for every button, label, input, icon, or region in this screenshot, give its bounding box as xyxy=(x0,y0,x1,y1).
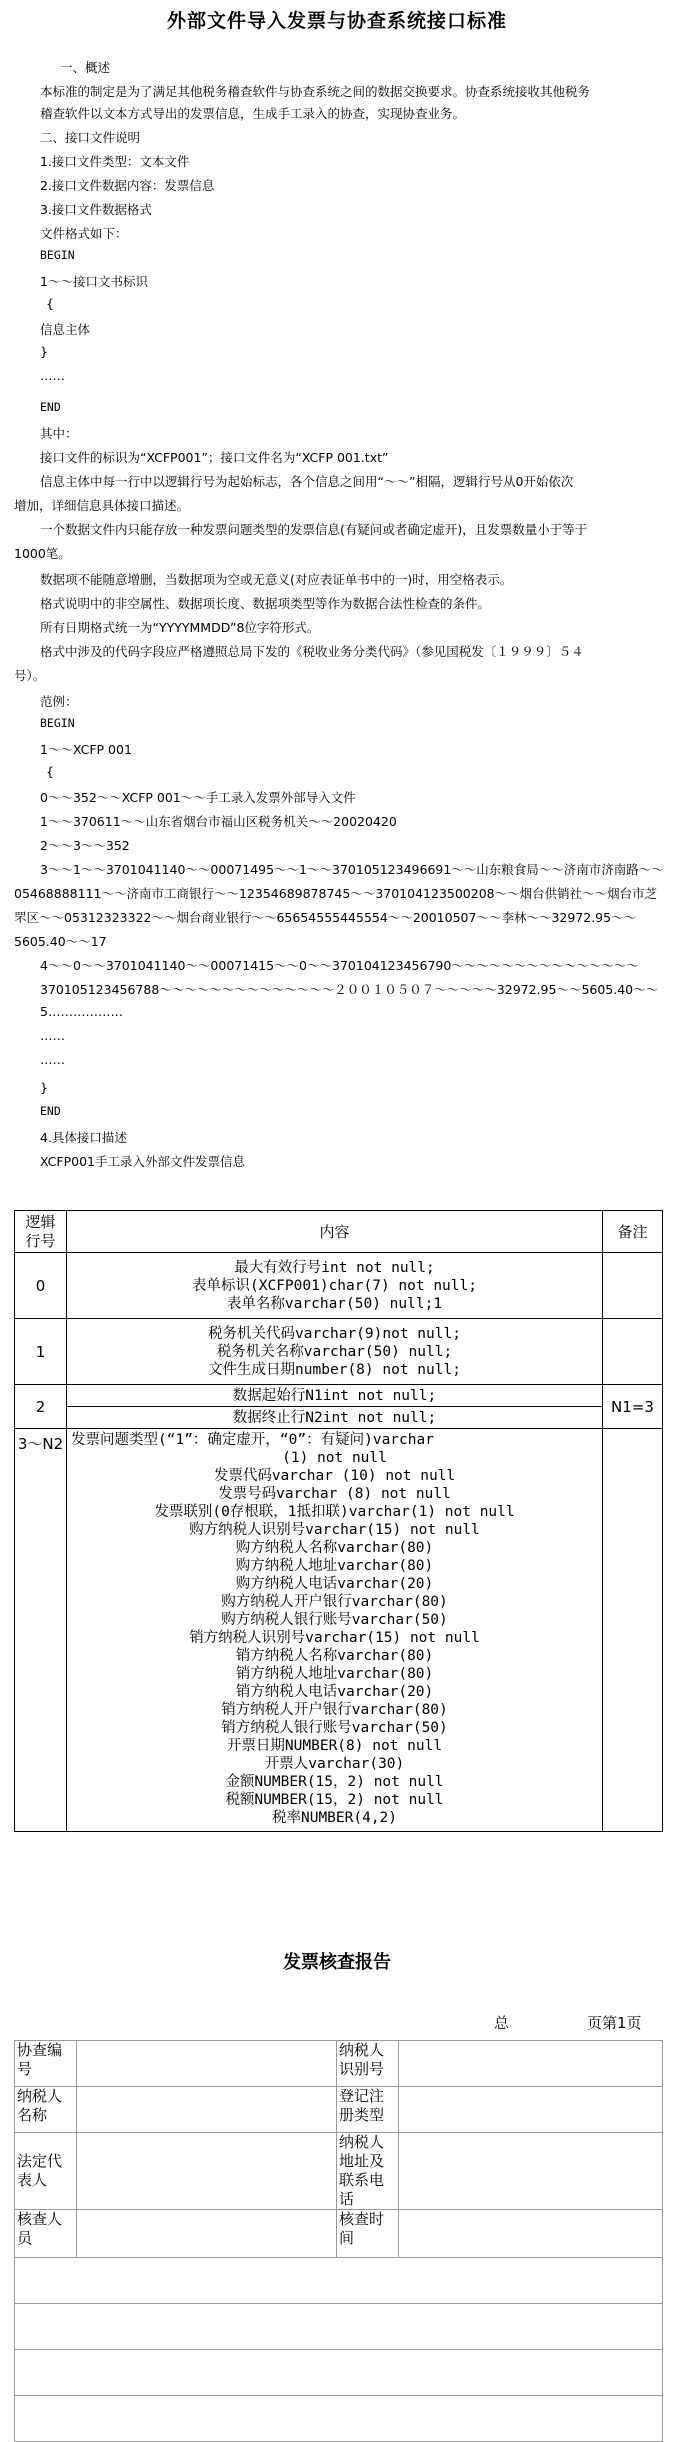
field-definition: 发票代码varchar (10) not null xyxy=(213,1468,456,1484)
field-definition: 金额NUMBER(15，2) not null xyxy=(225,1774,444,1790)
field-definition: 购方纳税人识别号varchar(15) not null xyxy=(189,1522,480,1538)
blank-row[interactable] xyxy=(15,2258,663,2304)
row-content: 数据终止行N2int not null; xyxy=(67,1407,603,1429)
field-definition: 开票日期NUMBER(8) not null xyxy=(226,1738,443,1754)
table-row xyxy=(15,2087,663,2133)
field-definition: (1) not null xyxy=(282,1450,387,1466)
label-inspection-time: 核查时间 xyxy=(337,2210,399,2258)
field-definition: 购方纳税人电话varchar(20) xyxy=(235,1576,434,1592)
body-line: 信息主体 xyxy=(40,322,91,337)
field-definition: 销方纳税人银行账号varchar(50) xyxy=(221,1720,448,1736)
value-case-no[interactable] xyxy=(77,2041,337,2087)
body-line: 1～～XCFP 001 xyxy=(40,742,132,757)
field-definition: 购方纳税人地址varchar(80) xyxy=(235,1558,434,1574)
row-note xyxy=(603,1429,663,1832)
body-line: 信息主体中每一行中以逻辑行号为起始标志，各个信息之间用“～～”相隔，逻辑行号从0开始依次 xyxy=(40,474,574,489)
field-definition: 税率NUMBER(4,2) xyxy=(271,1810,398,1826)
header-note: 备注 xyxy=(603,1211,663,1253)
body-line: 所有日期格式统一为“YYYYMMDD”8位字符形式。 xyxy=(40,620,320,635)
value-taxpayer-id[interactable] xyxy=(399,2041,663,2087)
body-line: 一、概述 xyxy=(60,60,111,75)
table-row xyxy=(15,2041,663,2087)
row-line-no: 0 xyxy=(15,1253,67,1319)
body-line: 格式说明中的非空属性、数据项长度、数据项类型等作为数据合法性检查的条件。 xyxy=(40,596,491,611)
value-inspection-time[interactable] xyxy=(399,2210,663,2258)
body-line: …… xyxy=(40,368,65,383)
row-content: 最大有效行号int not null; 表单标识(XCFP001)char(7) not null; 表单名称varchar(50) null;1 xyxy=(67,1253,603,1319)
body-line: 二、接口文件说明 xyxy=(40,130,141,145)
body-line: 范例： xyxy=(40,694,78,709)
field-definition: 发票号码varchar (8) not null xyxy=(218,1486,451,1502)
body-line: 稽查软件以文本方式导出的发票信息，生成手工录入的协查，实现协查业务。 xyxy=(40,106,466,121)
row-note xyxy=(603,1319,663,1385)
body-line: 0～～352～～XCFP 001～～手工录入发票外部导入文件 xyxy=(40,790,356,805)
label-address-phone: 纳税人地址及联系电话 xyxy=(337,2133,399,2210)
value-legal-representative[interactable] xyxy=(77,2133,337,2210)
body-line: 文件格式如下： xyxy=(40,226,128,241)
body-line: 号）。 xyxy=(14,668,46,683)
body-line: BEGIN xyxy=(40,716,75,730)
body-line: 1～～370611～～山东省烟台市福山区税务机关～～20020420 xyxy=(40,814,397,829)
body-line: …… xyxy=(40,1052,65,1067)
row-note: N1=3 xyxy=(603,1385,663,1429)
body-line: 4～～0～～3701041140～～00071415～～0～～370104123456790～～～～～～～～～～～～～～～ xyxy=(40,958,639,973)
field-definition: 销方纳税人名称varchar(80) xyxy=(235,1648,434,1664)
table-row xyxy=(15,2304,663,2350)
body-line: 增加，详细信息具体接口描述。 xyxy=(14,498,190,513)
body-line: 3～～1～～3701041140～～00071495～～1～～370105123496691～～山东粮食局～～济南市济南路～～ xyxy=(40,862,664,877)
value-inspector[interactable] xyxy=(77,2210,337,2258)
body-line: XCFP001手工录入外部文件发票信息 xyxy=(40,1154,245,1169)
header-content: 内容 xyxy=(67,1211,603,1253)
body-line: 3.接口文件数据格式 xyxy=(40,202,152,217)
value-address-phone[interactable] xyxy=(399,2133,663,2210)
body-line: 1000笔。 xyxy=(14,546,71,561)
label-taxpayer-id: 纳税人识别号 xyxy=(337,2041,399,2087)
field-definition: 发票问题类型(“1”：确定虚开，“0”：有疑问)varchar xyxy=(71,1432,434,1448)
row-line-no: 1 xyxy=(15,1319,67,1385)
value-taxpayer-name[interactable] xyxy=(77,2087,337,2133)
body-line: 格式中涉及的代码字段应严格遵照总局下发的《税收业务分类代码》（参见国税发〔１９９９〕５４ xyxy=(40,644,584,659)
body-line: 数据项不能随意增删，当数据项为空或无意义(对应表证单书中的一)时，用空格表示。 xyxy=(40,572,513,587)
body-line: } xyxy=(40,1080,48,1095)
table-row xyxy=(15,2258,663,2304)
table-row xyxy=(15,2210,663,2258)
table-row xyxy=(15,1407,663,1429)
label-case-no: 协查编号 xyxy=(15,2041,77,2087)
table-row xyxy=(15,2396,663,2442)
body-line: 2～～3～～352 xyxy=(40,838,130,853)
header-line-no: 逻辑行号 xyxy=(15,1211,67,1253)
body-line: END xyxy=(40,400,61,414)
row-note xyxy=(603,1253,663,1319)
field-definition: 购方纳税人开户银行varchar(80) xyxy=(221,1594,448,1610)
field-definition: 销方纳税人开户银行varchar(80) xyxy=(221,1702,448,1718)
body-line: 1.接口文件类型：文本文件 xyxy=(40,154,190,169)
table-row xyxy=(15,1429,663,1832)
body-line: 2.接口文件数据内容：发票信息 xyxy=(40,178,215,193)
blank-row[interactable] xyxy=(15,2396,663,2442)
row-content: 数据起始行N1int not null; xyxy=(67,1385,603,1407)
report-title: 发票核查报告 xyxy=(283,1952,391,1973)
label-taxpayer-name: 纳税人名称 xyxy=(15,2087,77,2133)
row-content xyxy=(67,1429,603,1832)
body-line: 370105123456788～～～～～～～～～～～～～～２００１０５０７～～～～～32972.95～～5605.40～～ xyxy=(40,982,659,997)
body-line: } xyxy=(40,344,48,359)
body-line: 其中： xyxy=(40,426,78,441)
body-line: BEGIN xyxy=(40,248,75,262)
label-legal-representative: 法定代表人 xyxy=(15,2133,77,2210)
body-line: …… xyxy=(40,1028,65,1043)
row-line-no: 3～N2 xyxy=(15,1429,67,1832)
report-total-label: 总 xyxy=(494,2014,510,2032)
field-definition: 购方纳税人名称varchar(80) xyxy=(235,1540,434,1556)
field-definition: 开票人varchar(30) xyxy=(264,1756,405,1772)
table-row xyxy=(15,1253,663,1319)
body-line: 05468888111～～济南市工商银行～～12354689878745～～370104123500208～～烟台供销社～～烟台市芝 xyxy=(14,886,658,901)
field-definition: 发票联别(0存根联，1抵扣联)varchar(1) not null xyxy=(154,1504,515,1520)
body-line: 5605.40～～17 xyxy=(14,934,107,949)
field-definition: 购方纳税人银行账号varchar(50) xyxy=(221,1612,448,1628)
table-row xyxy=(15,1319,663,1385)
field-definition: 税额NUMBER(15，2) not null xyxy=(225,1792,444,1808)
body-line: 罘区～～05312323322～～烟台商业银行～～65654555445554～～20010507～～李林～～32972.95～～ xyxy=(14,910,637,925)
report-table xyxy=(14,2040,663,2442)
interface-spec-table xyxy=(14,1210,663,1832)
body-line: 接口文件的标识为“XCFP001”；接口文件名为“XCFP 001.txt” xyxy=(40,450,389,465)
body-line: 5……………… xyxy=(40,1004,123,1019)
field-definition: 销方纳税人识别号varchar(15) not null xyxy=(189,1630,480,1646)
body-line: { xyxy=(46,764,54,779)
body-line: 一个数据文件内只能存放一种发票问题类型的发票信息(有疑问或者确定虚开)，且发票数量小于等于 xyxy=(40,522,588,537)
report-page-label: 页第1页 xyxy=(587,2014,642,2032)
blank-row[interactable] xyxy=(15,2304,663,2350)
field-definition: 销方纳税人地址varchar(80) xyxy=(235,1666,434,1682)
body-line: { xyxy=(46,296,54,311)
document-title: 外部文件导入发票与协查系统接口标准 xyxy=(166,10,507,32)
table-row xyxy=(15,2133,663,2210)
body-line: 本标准的制定是为了满足其他税务稽查软件与协查系统之间的数据交换要求。协查系统接收其他税务 xyxy=(40,84,591,99)
table-row xyxy=(15,1385,663,1407)
field-definition: 销方纳税人电话varchar(20) xyxy=(235,1684,434,1700)
row-line-no: 2 xyxy=(15,1385,67,1429)
label-registration-type: 登记注册类型 xyxy=(337,2087,399,2133)
table-row xyxy=(15,2350,663,2396)
value-registration-type[interactable] xyxy=(399,2087,663,2133)
row-content: 税务机关代码varchar(9)not null; 税务机关名称varchar(50) null; 文件生成日期number(8) not null; xyxy=(67,1319,603,1385)
label-inspector: 核查人员 xyxy=(15,2210,77,2258)
body-line: 4.具体接口描述 xyxy=(40,1130,127,1145)
blank-row[interactable] xyxy=(15,2350,663,2396)
body-line: 1～～接口文书标识 xyxy=(40,274,148,289)
body-line: END xyxy=(40,1104,61,1118)
